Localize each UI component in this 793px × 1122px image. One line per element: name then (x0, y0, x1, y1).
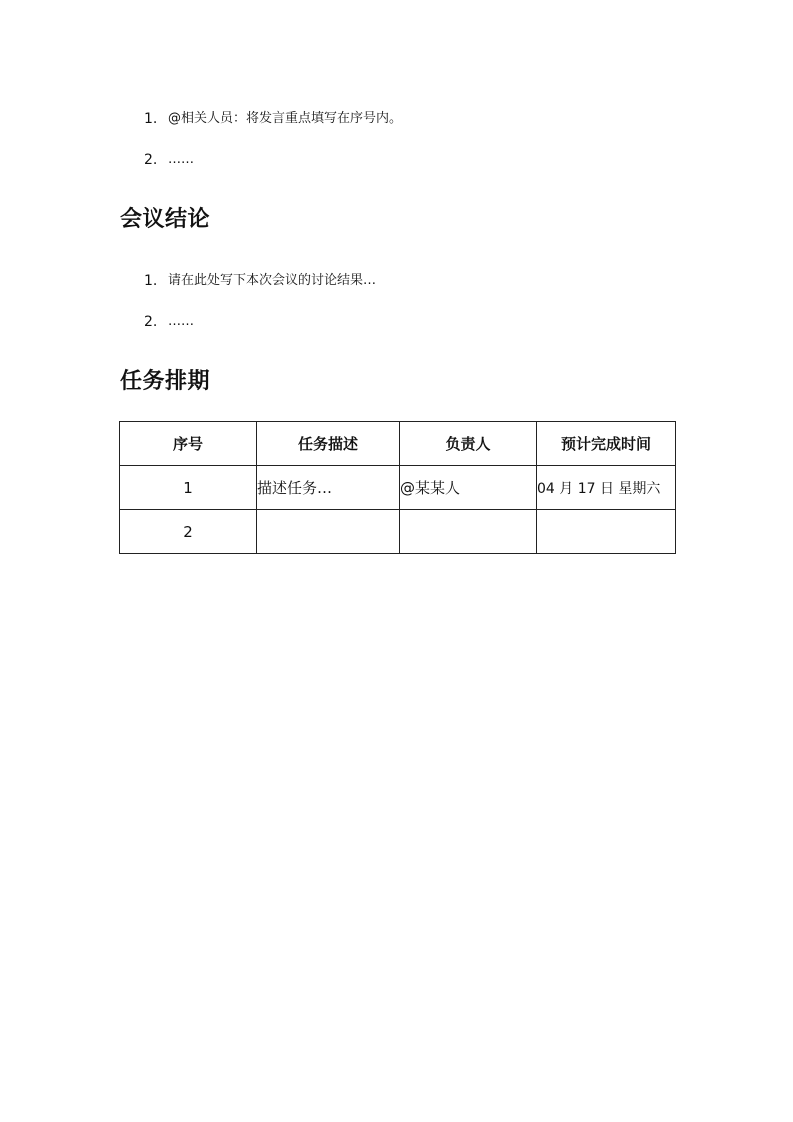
list-number: 1. (144, 273, 158, 289)
task-schedule-table (119, 421, 676, 554)
header-index: 序号 (120, 422, 257, 466)
list-text[interactable]: 请在此处写下本次会议的讨论结果… (168, 273, 377, 288)
cell-owner[interactable] (400, 510, 537, 554)
table-row (120, 466, 676, 510)
list-text[interactable]: …… (168, 152, 194, 167)
schedule-heading: 任务排期 (120, 369, 211, 394)
list-number: 2. (144, 314, 158, 330)
cell-index[interactable]: 2 (120, 510, 257, 554)
table-header-row (120, 422, 676, 466)
list-number: 1. (144, 111, 158, 127)
cell-due-date[interactable] (537, 510, 676, 554)
list-number: 2. (144, 152, 158, 168)
cell-index[interactable]: 1 (120, 466, 257, 510)
header-owner: 负责人 (400, 422, 537, 466)
list-text[interactable]: …… (168, 314, 194, 329)
header-due-date: 预计完成时间 (537, 422, 676, 466)
list-text[interactable]: @相关人员：将发言重点填写在序号内。 (168, 111, 403, 126)
header-description: 任务描述 (257, 422, 400, 466)
cell-description[interactable] (257, 510, 400, 554)
table-row (120, 510, 676, 554)
cell-due-date[interactable]: 04 月 17 日 星期六 (537, 466, 676, 510)
conclusion-heading: 会议结论 (120, 207, 211, 232)
cell-owner[interactable]: @某某人 (400, 466, 537, 510)
cell-description[interactable]: 描述任务… (257, 466, 400, 510)
